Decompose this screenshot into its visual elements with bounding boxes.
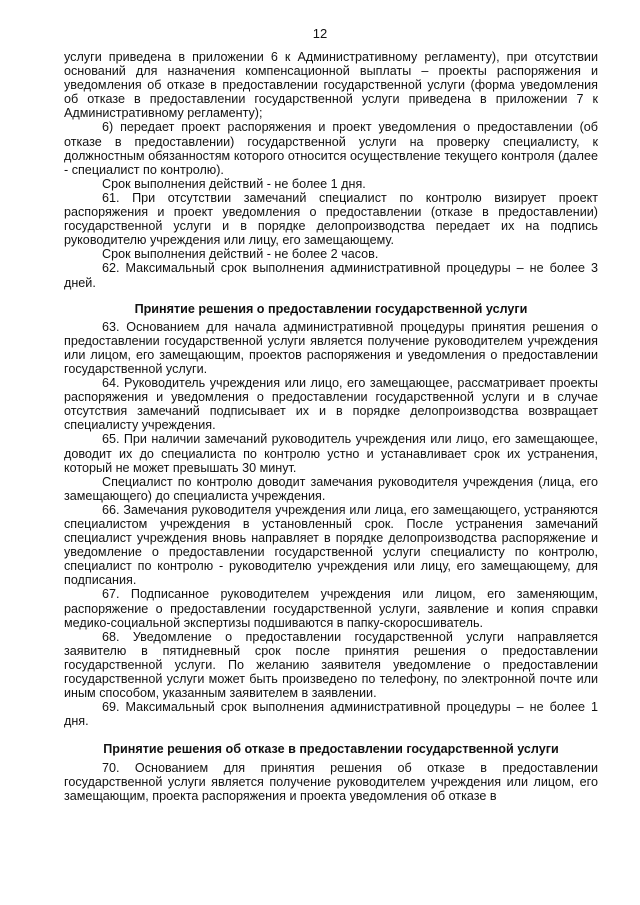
- section-continuation: [64, 50, 598, 290]
- document-body: [64, 50, 598, 803]
- paragraph: 68. Уведомление о предоставлении государственной услуги направляется заявителю в пятидневный срок после принятия решения о предоставлении государственной услуги. По желанию заявителя уведомление о предоставлении государственной услуги может быть произведено по телефону, по электронной почте или иным способом, указанным заявителем в заявлении.: [64, 629, 598, 701]
- page-number: 12: [312, 26, 328, 41]
- paragraph: услуги приведена в приложении 6 к Административному регламенту), при отсутствии оснований для назначения компенсационной выплаты – проекты распоряжения и уведомления об отказе в предоставлении государственной услуги (форма уведомления об отказе в предоставлении государственной услуги приведена в приложении 7 к Административному регламенту);: [64, 50, 598, 121]
- paragraph: 65. При наличии замечаний руководитель учреждения или лицо, его замещающее, доводит их до специалиста по контролю устно и устанавливает срок их устранения, который не может превышать 30 минут.: [64, 432, 598, 475]
- section-heading-grant-decision: Принятие решения о предоставлении государственной услуги: [134, 301, 528, 316]
- section-grant-decision: [64, 320, 598, 729]
- paragraph: 67. Подписанное руководителем учреждения или лицом, его заменяющим, распоряжение о предоставлении государственной услуги, заявление и копия справки медико-социальной экспертизы подшиваются в папку-скоросшиватель.: [64, 587, 598, 630]
- paragraph: 62. Максимальный срок выполнения административной процедуры – не более 3 дней.: [64, 261, 598, 290]
- paragraph: Срок выполнения действий - не более 1 дня.: [102, 176, 366, 191]
- section-heading-refusal-decision: Принятие решения об отказе в предоставлении государственной услуги: [103, 742, 559, 757]
- paragraph: 70. Основанием для принятия решения об отказе в предоставлении государственной услуги является получение руководителем учреждения или лицом, его замещающим, проекта распоряжения и проекта уведомления об отказе в: [64, 760, 598, 803]
- paragraph: 6) передает проект распоряжения и проект уведомления о предоставлении (об отказе в предоставлении) государственной услуги на проверку специалисту, к должностным обязанностям которого относится осуществление текущего контроля (далее - специалист по контролю).: [64, 120, 598, 177]
- section-refusal-decision: [64, 761, 598, 803]
- paragraph: 69. Максимальный срок выполнения административной процедуры – не более 1 дня.: [64, 700, 598, 729]
- paragraph: 64. Руководитель учреждения или лицо, его замещающее, рассматривает проекты распоряжения и уведомления о предоставлении государственной услуги и в случае отсутствия замечаний подписывает их и в порядке делопроизводства возвращает специалисту учреждения.: [64, 376, 598, 433]
- paragraph: 66. Замечания руководителя учреждения или лица, его замещающего, устраняются специалистом учреждения в установленный срок. После устранения замечаний специалист учреждения вновь направляет в порядке делопроизводства распоряжение и уведомление о предоставлении государственной услуги специалисту по контролю, специалист по контролю - руководителю учреждения или лицу, его замещающему, для подписания.: [64, 502, 598, 588]
- paragraph: Специалист по контролю доводит замечания руководителя учреждения (лица, его замещающего) до специалиста учреждения.: [64, 474, 598, 503]
- paragraph: Срок выполнения действий - не более 2 часов.: [102, 247, 379, 262]
- paragraph: 61. При отсутствии замечаний специалист по контролю визирует проект распоряжения и проект уведомления о предоставлении (отказе в предоставлении) государственной услуги и в порядке делопроизводства передает их на подпись руководителю учреждения или лицу, его замещающему.: [64, 190, 598, 248]
- paragraph: 63. Основанием для начала административной процедуры принятия решения о предоставлении государственной услуги является получение руководителем учреждения или лицом, его замещающим, проектов распоряжения и уведомления о предоставлении государственной услуги.: [64, 319, 598, 376]
